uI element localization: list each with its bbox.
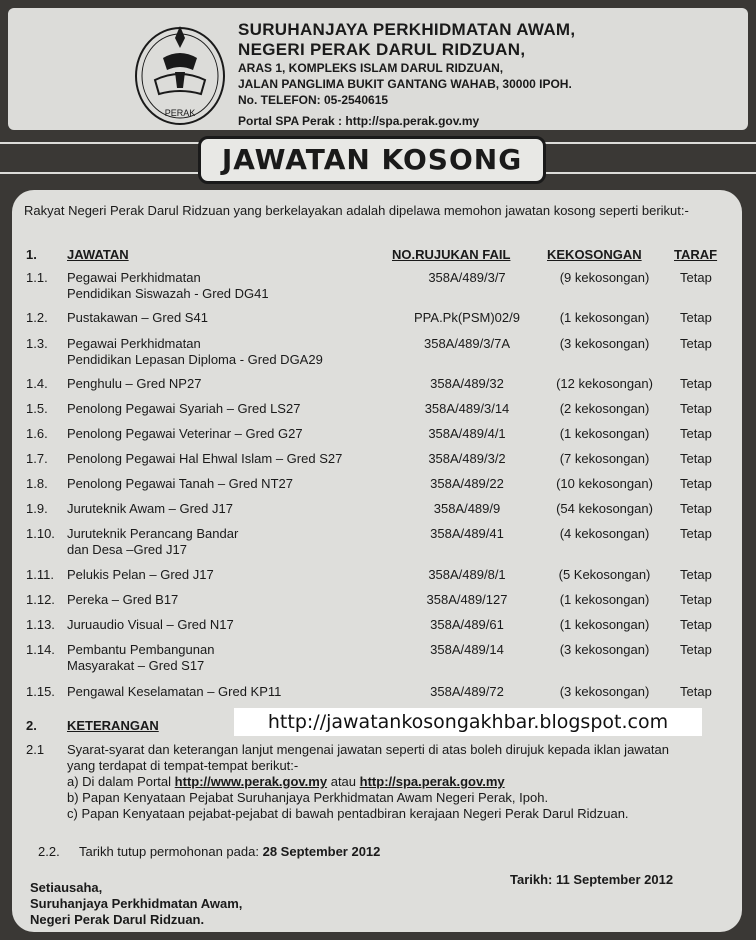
address-line2: JALAN PANGLIMA BUKIT GANTANG WAHAB, 30000 IPOH. — [238, 77, 572, 91]
row-job-line1: Pegawai Perkhidmatan — [67, 336, 201, 351]
row-number: 1.14. — [26, 642, 55, 657]
row-taraf: Tetap — [680, 567, 712, 582]
row-vacancies: (2 kekosongan) — [559, 401, 650, 416]
portal-link[interactable]: http://spa.perak.gov.my — [345, 114, 480, 128]
row-number: 1.6. — [26, 426, 48, 441]
row-number: 1.11. — [26, 567, 54, 582]
row-job — [67, 684, 397, 700]
para-2-1-number: 2.1 — [26, 742, 45, 757]
crest-label: PERAK — [164, 108, 196, 118]
row-number: 1.4. — [26, 376, 48, 391]
para-2-2-number: 2.2. — [38, 844, 60, 859]
row-job-line1: Juruteknik Perancang Bandar — [67, 526, 239, 541]
org-name-line2: NEGERI PERAK DARUL RIDZUAN, — [238, 40, 526, 59]
row-vacancies: (1 kekosongan) — [559, 592, 650, 607]
row-job-line1: Pelukis Pelan – Gred J17 — [67, 567, 214, 582]
row-job — [67, 376, 397, 392]
row-job — [67, 592, 397, 608]
para-2-1-line2: yang terdapat di tempat-tempat berikut:- — [67, 758, 299, 773]
row-job — [67, 310, 397, 326]
notice-date: Tarikh: 11 September 2012 — [510, 872, 674, 887]
row-ref: 358A/489/9 — [433, 501, 501, 516]
row-taraf: Tetap — [680, 401, 712, 416]
row-job-line1: Pengawal Keselamatan – Gred KP11 — [67, 684, 282, 699]
row-job-line1: Penolong Pegawai Syariah – Gred LS27 — [67, 401, 301, 416]
row-number: 1.8. — [26, 476, 48, 491]
row-job-line1: Juruteknik Awam – Gred J17 — [67, 501, 233, 516]
row-job-line2: Pendidikan Lepasan Diploma - Gred DGA29 — [67, 352, 323, 367]
row-vacancies: (4 kekosongan) — [559, 526, 650, 541]
row-ref: PPA.Pk(PSM)02/9 — [414, 310, 520, 325]
row-job — [67, 336, 397, 368]
row-ref: 358A/489/3/14 — [424, 401, 510, 416]
row-ref: 358A/489/127 — [426, 592, 508, 607]
section1-number: 1. — [26, 247, 37, 262]
row-job — [67, 617, 397, 633]
row-number: 1.2. — [26, 310, 48, 325]
org-name-line1: SURUHANJAYA PERKHIDMATAN AWAM, — [238, 20, 576, 39]
phone-number: No. TELEFON: 05-2540615 — [238, 93, 389, 107]
row-vacancies: (54 kekosongan) — [556, 501, 653, 516]
section2-heading — [26, 718, 159, 733]
row-taraf: Tetap — [680, 684, 712, 699]
row-job-line1: Penolong Pegawai Tanah – Gred NT27 — [67, 476, 293, 491]
row-job — [67, 501, 397, 517]
para-2-1 — [67, 742, 732, 822]
closing-date: 28 September 2012 — [262, 844, 381, 859]
row-vacancies: (1 kekosongan) — [559, 617, 650, 632]
item-a-mid: atau — [330, 774, 357, 789]
row-job — [67, 270, 397, 302]
row-ref: 358A/489/3/7 — [428, 270, 506, 285]
row-number: 1.15. — [26, 684, 55, 699]
row-job-line2: Pendidikan Siswazah - Gred DG41 — [67, 286, 269, 301]
row-job — [67, 567, 397, 583]
item-a-prefix: a) Di dalam Portal — [67, 774, 172, 789]
blog-url-watermark: http://jawatankosongakhbar.blogspot.com — [234, 708, 702, 736]
row-job — [67, 451, 397, 467]
row-number: 1.12. — [26, 592, 55, 607]
row-vacancies: (3 kekosongan) — [559, 642, 650, 657]
letterhead — [8, 8, 748, 130]
row-taraf: Tetap — [680, 376, 712, 391]
row-taraf: Tetap — [680, 617, 712, 632]
row-job-line1: Pereka – Gred B17 — [67, 592, 179, 607]
row-number: 1.1. — [26, 270, 48, 285]
row-number: 1.13. — [26, 617, 55, 632]
column-header-vac: KEKOSONGAN — [547, 247, 642, 262]
row-number: 1.9. — [26, 501, 48, 516]
row-job-line2: dan Desa –Gred J17 — [67, 542, 187, 557]
row-number: 1.10. — [26, 526, 55, 541]
row-vacancies: (1 kekosongan) — [559, 426, 650, 441]
page-title: JAWATAN KOSONG — [198, 136, 546, 184]
row-vacancies: (5 Kekosongan) — [558, 567, 651, 582]
row-taraf: Tetap — [680, 451, 712, 466]
row-taraf: Tetap — [680, 476, 712, 491]
row-job — [67, 642, 397, 674]
row-number: 1.3. — [26, 336, 48, 351]
row-ref: 358A/489/32 — [430, 376, 504, 391]
row-vacancies: (3 kekosongan) — [559, 336, 650, 351]
row-number: 1.5. — [26, 401, 48, 416]
row-vacancies: (3 kekosongan) — [559, 684, 650, 699]
portal-label: Portal SPA Perak : — [238, 114, 343, 128]
column-header-taraf: TARAF — [674, 247, 718, 262]
row-taraf: Tetap — [680, 336, 712, 351]
row-taraf: Tetap — [680, 501, 712, 516]
row-taraf: Tetap — [680, 310, 712, 325]
row-job — [67, 401, 397, 417]
row-job-line1: Penolong Pegawai Veterinar – Gred G27 — [67, 426, 303, 441]
section2-number: 2. — [26, 718, 37, 733]
row-vacancies: (7 kekosongan) — [559, 451, 650, 466]
row-job — [67, 476, 397, 492]
content-panel — [12, 190, 742, 932]
row-ref: 358A/489/8/1 — [428, 567, 506, 582]
perak-gov-link[interactable]: http://www.perak.gov.my — [174, 774, 328, 789]
row-taraf: Tetap — [680, 642, 712, 657]
row-ref: 358A/489/3/7A — [423, 336, 511, 351]
item-a — [67, 774, 732, 790]
row-vacancies: (12 kekosongan) — [556, 376, 653, 391]
row-ref: 358A/489/4/1 — [428, 426, 506, 441]
row-taraf: Tetap — [680, 592, 712, 607]
row-vacancies: (9 kekosongan) — [559, 270, 650, 285]
row-ref: 358A/489/41 — [430, 526, 504, 541]
spa-perak-link[interactable]: http://spa.perak.gov.my — [359, 774, 505, 789]
row-job-line1: Penolong Pegawai Hal Ehwal Islam – Gred S27 — [67, 451, 343, 466]
row-taraf: Tetap — [680, 526, 712, 541]
row-job-line1: Pembantu Pembangunan — [67, 642, 215, 657]
row-ref: 358A/489/3/2 — [428, 451, 506, 466]
row-ref: 358A/489/22 — [430, 476, 504, 491]
row-job-line1: Pegawai Perkhidmatan — [67, 270, 201, 285]
portal-line — [238, 112, 575, 130]
row-taraf: Tetap — [680, 270, 712, 285]
row-ref: 358A/489/14 — [430, 642, 504, 657]
section2-title: KETERANGAN — [67, 718, 159, 733]
address-line1: ARAS 1, KOMPLEKS ISLAM DARUL RIDZUAN, — [238, 61, 504, 75]
row-vacancies: (1 kekosongan) — [559, 310, 650, 325]
row-job-line1: Pustakawan – Gred S41 — [67, 310, 208, 325]
signature-block — [30, 880, 242, 928]
item-c: c) Papan Kenyataan pejabat-pejabat di bawah pentadbiran kerajaan Negeri Perak Darul Ridzuan. — [67, 806, 629, 821]
column-header-jawatan: JAWATAN — [67, 247, 129, 262]
organisation-block — [238, 20, 575, 130]
closing-date-label: Tarikh tutup permohonan pada: — [79, 844, 259, 859]
perak-crest-icon — [133, 18, 228, 128]
row-taraf: Tetap — [680, 426, 712, 441]
row-ref: 358A/489/72 — [430, 684, 504, 699]
intro-text: Rakyat Negeri Perak Darul Ridzuan yang berkelayakan adalah dipelawa memohon jawatan kosong seperti berikut:- — [24, 203, 689, 218]
signature-line1: Setiausaha, — [30, 880, 103, 895]
row-job — [67, 526, 397, 558]
para-2-1-line1: Syarat-syarat dan keterangan lanjut mengenai jawatan seperti di atas boleh dirujuk kepada iklan jawatan — [67, 742, 669, 757]
row-job-line1: Juruaudio Visual – Gred N17 — [67, 617, 234, 632]
row-ref: 358A/489/61 — [430, 617, 504, 632]
row-number: 1.7. — [26, 451, 48, 466]
row-vacancies: (10 kekosongan) — [556, 476, 653, 491]
row-job-line2: Masyarakat – Gred S17 — [67, 658, 205, 673]
row-job — [67, 426, 397, 442]
item-b: b) Papan Kenyataan Pejabat Suruhanjaya Perkhidmatan Awam Negeri Perak, Ipoh. — [67, 790, 549, 805]
signature-line3: Negeri Perak Darul Ridzuan. — [30, 912, 205, 927]
signature-line2: Suruhanjaya Perkhidmatan Awam, — [30, 896, 243, 911]
column-header-ref: NO.RUJUKAN FAIL — [392, 247, 511, 262]
para-2-2 — [79, 844, 380, 860]
row-job-line1: Penghulu – Gred NP27 — [67, 376, 202, 391]
